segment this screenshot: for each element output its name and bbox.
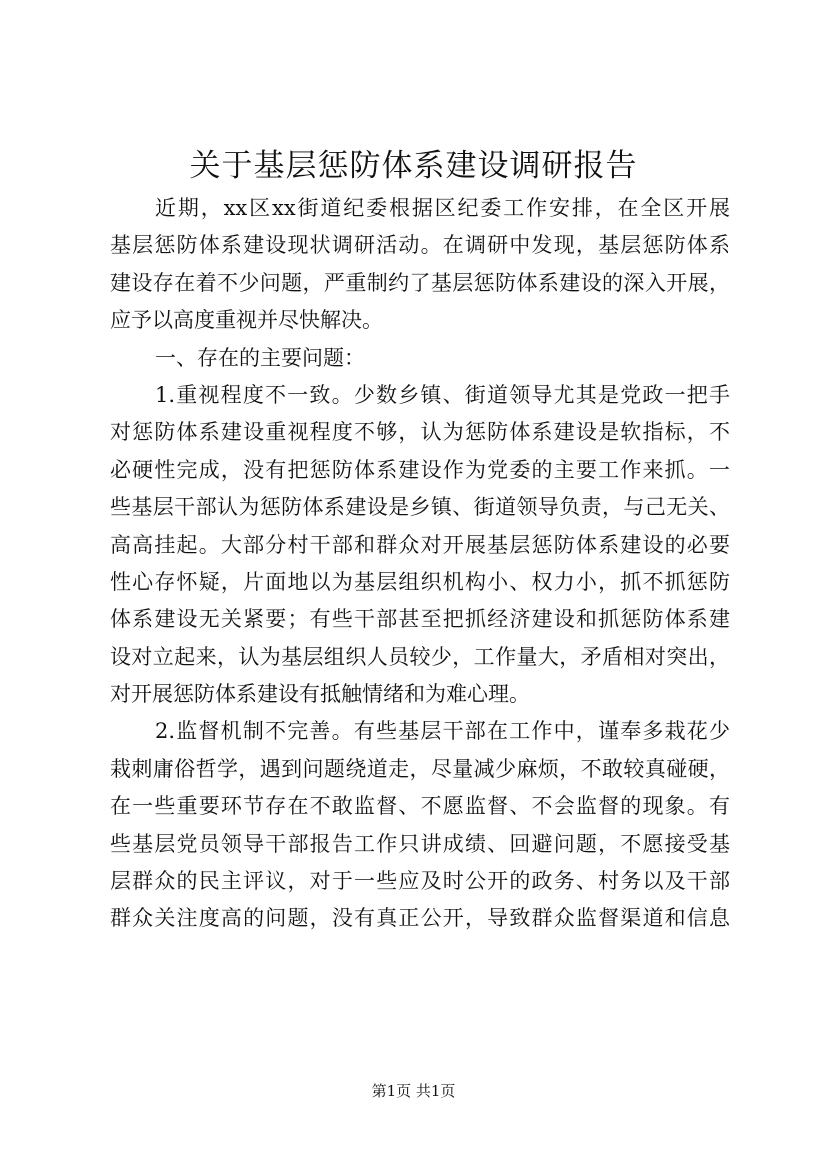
paragraph-issue-1: [110, 377, 730, 714]
text-line: 些基层干部认为惩防体系建设是乡镇、街道领导负责，与己无关、: [110, 495, 730, 520]
section-heading: [110, 340, 730, 377]
text-line: 高高挂起。大部分村干部和群众对开展基层惩防体系建设的必要: [110, 532, 730, 557]
text-line: 近期，xx区xx街道纪委根据区纪委工作安排，在全区开展: [155, 196, 730, 220]
text-line: 对惩防体系建设重视程度不够，认为惩防体系建设是软指标，不: [110, 420, 730, 445]
document-title: 关于基层惩防体系建设调研报告: [189, 148, 638, 184]
text-line: 1.重视程度不一致。少数乡镇、街道领导尤其是党政一把手: [155, 382, 730, 407]
text-line: 在一些重要环节存在不敢监督、不愿监督、不会监督的现象。有: [110, 794, 730, 819]
text-line: 性心存怀疑，片面地以为基层组织机构小、权力小，抓不抓惩防: [110, 569, 730, 594]
document-body: [110, 190, 730, 938]
text-line: 体系建设无关紧要；有些干部甚至把抓经济建设和抓惩防体系建: [110, 607, 730, 632]
text-line: 栽刺庸俗哲学，遇到问题绕道走，尽量减少麻烦，不敢较真碰硬，: [110, 756, 730, 781]
text-line: 层群众的民主评议，对于一些应及时公开的政务、村务以及干部: [110, 869, 730, 894]
text-line: 建设存在着不少问题，严重制约了基层惩防体系建设的深入开展，: [110, 270, 730, 295]
text-line: 对开展惩防体系建设有抵触情绪和为难心理。: [110, 682, 530, 707]
text-line: 必硬性完成，没有把惩防体系建设作为党委的主要工作来抓。一: [110, 457, 730, 482]
text-line: 2.监督机制不完善。有些基层干部在工作中，谨奉多栽花少: [155, 719, 730, 744]
text-line: 基层惩防体系建设现状调研活动。在调研中发现，基层惩防体系: [110, 233, 730, 258]
page-footer: 第1页 共1页: [371, 1082, 456, 1100]
paragraph-intro: [110, 190, 730, 340]
text-line: 应予以高度重视并尽快解决。: [110, 308, 383, 333]
text-line: 些基层党员领导干部报告工作只讲成绩、回避问题，不愿接受基: [110, 831, 730, 856]
paragraph-issue-2: [110, 713, 730, 937]
text-line: 群众关注度高的问题，没有真正公开，导致群众监督渠道和信息: [110, 906, 730, 931]
text-line: 设对立起来，认为基层组织人员较少，工作量大，矛盾相对突出，: [110, 644, 730, 669]
text-line: 一、存在的主要问题：: [155, 345, 365, 370]
